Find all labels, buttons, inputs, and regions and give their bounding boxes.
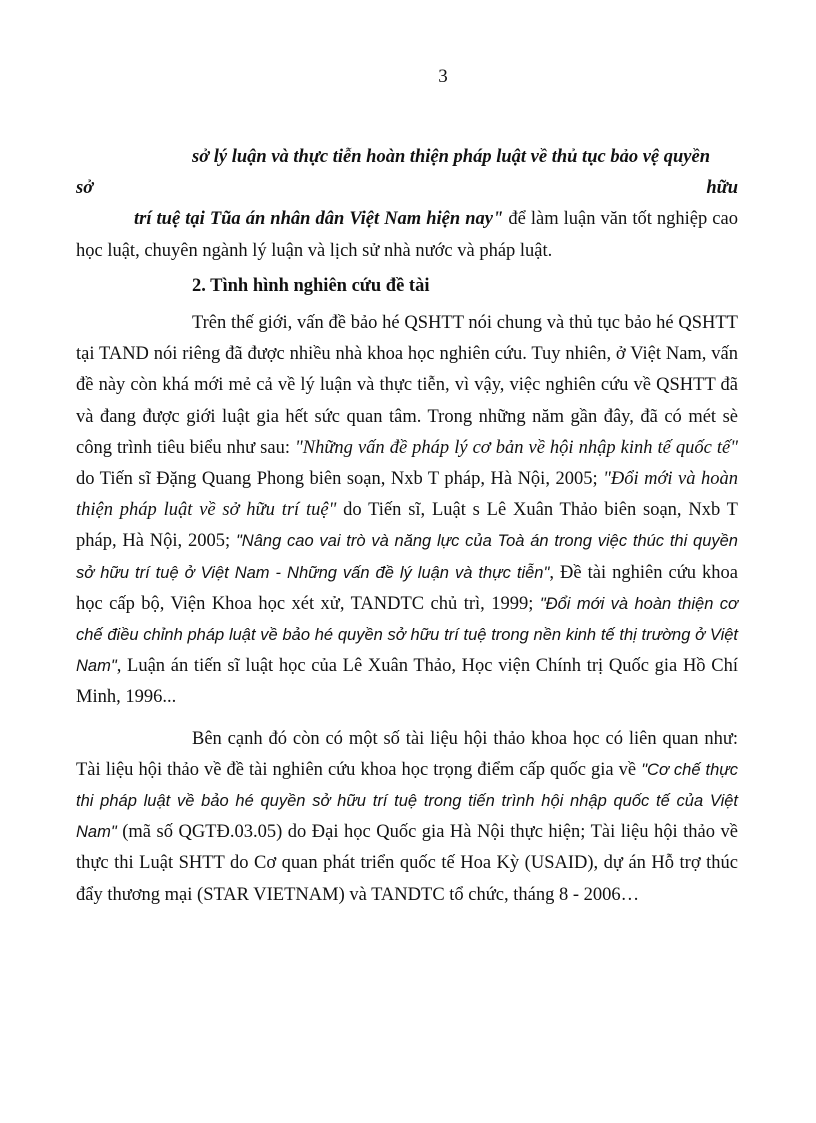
p2-citation-1: "Cơ chế thực thi pháp luật về bảo hé quyền sở hữu trí tuệ trong tiến trình hội nhập quốc tế của Việt Nam": [76, 760, 738, 842]
p1-citation-1: "Những vấn đề pháp lý cơ bản về hội nhập kinh tế quốc tế": [294, 437, 738, 458]
thesis-title-line-1: sở lý luận và thực tiễn hoàn thiện pháp luật về thủ tục bảo vệ quyền: [192, 147, 710, 167]
p2-text-1: Bên cạnh đó còn có một số tài liệu hội thảo khoa học có liên quan như: Tài liệu hội thảo về đề tài nghiên cứu khoa học trọng điểm cấp quốc gia về: [76, 728, 738, 780]
thesis-title-line-3: [76, 204, 738, 266]
p1-text-4: , Đề tài nghiên cứu khoa học cấp bộ, Viện Khoa học xét xử, TANDTC chủ trì, 1999;: [76, 562, 738, 614]
p1-text-2: do Tiến sĩ Đặng Quang Phong biên soạn, Nxb T pháp, Hà Nội, 2005;: [76, 469, 604, 490]
thesis-title-word-so: sở: [76, 178, 94, 199]
p2-text-2: (mã số QGTĐ.03.05) do Đại học Quốc gia Hà Nội thực hiện; Tài liệu hội thảo về thực thi Luật SHTT do Cơ quan phát triển quốc tế Hoa Kỳ (USAID), dự án Hỗ trợ thúc đẩy thương mại (STAR VIETNAM) và TANDTC tổ chức, tháng 8 - 2006…: [76, 822, 738, 905]
section-heading: 2. Tình hình nghiên cứu đề tài: [192, 275, 430, 296]
document-body: [76, 142, 739, 921]
thesis-title-end: trí tuệ tại Tũa án nhân dân Việt Nam hiện nay": [134, 209, 504, 230]
p1-text-3: do Tiến sĩ, Luật s Lê Xuân Thảo biên soạn, Nxb T pháp, Hà Nội, 2005;: [76, 500, 738, 552]
thesis-purpose-text: để làm luận văn tốt nghiệp cao học luật, chuyên ngành lý luận và lịch sử nhà nước và pháp luật.: [76, 209, 738, 261]
paragraph-research-overview: [76, 308, 738, 714]
paragraph-workshop-materials: [76, 724, 738, 911]
p1-citation-4: "Đổi mới và hoàn thiện cơ chế điều chỉnh pháp luật về bảo hé quyền sở hữu trí tuệ trong nền kinh tế thị trường ở Việt Nam": [76, 594, 739, 676]
thesis-title-line-2: [76, 173, 738, 204]
p1-text-5: , Luận án tiến sĩ luật học của Lê Xuân Thảo, Học viện Chính trị Quốc gia Hồ Chí Minh, 1996...: [76, 656, 738, 708]
page-number: 3: [438, 66, 448, 87]
p1-citation-2: "Đổi mới và hoàn thiện pháp luật về sở hữu trí tuệ": [76, 469, 738, 521]
thesis-title-word-huu: hữu: [706, 178, 738, 199]
p1-citation-3: "Nâng cao vai trò và năng lực của Toà án trong việc thúc thi quyền sở hữu trí tuệ ở Việt Nam - Những vấn đề lý luận và thực tiễn": [76, 532, 738, 582]
p1-text-1: Trên thế giới, vấn đề bảo hé QSHTT nói chung và thủ tục bảo hé QSHTT tại TAND nói riêng đã được nhiều nhà khoa học nghiên cứu. Tuy nhiên, ở Việt Nam, vấn đề này còn khá mới mẻ cả về lý luận và thực tiễn, vì vậy, việc nghiên cứu về QSHTT đã và đang được giới luật gia hết sức quan tâm. Trong những năm gần đây, đã có mét sè công trình tiêu biểu như sau:: [76, 313, 738, 458]
